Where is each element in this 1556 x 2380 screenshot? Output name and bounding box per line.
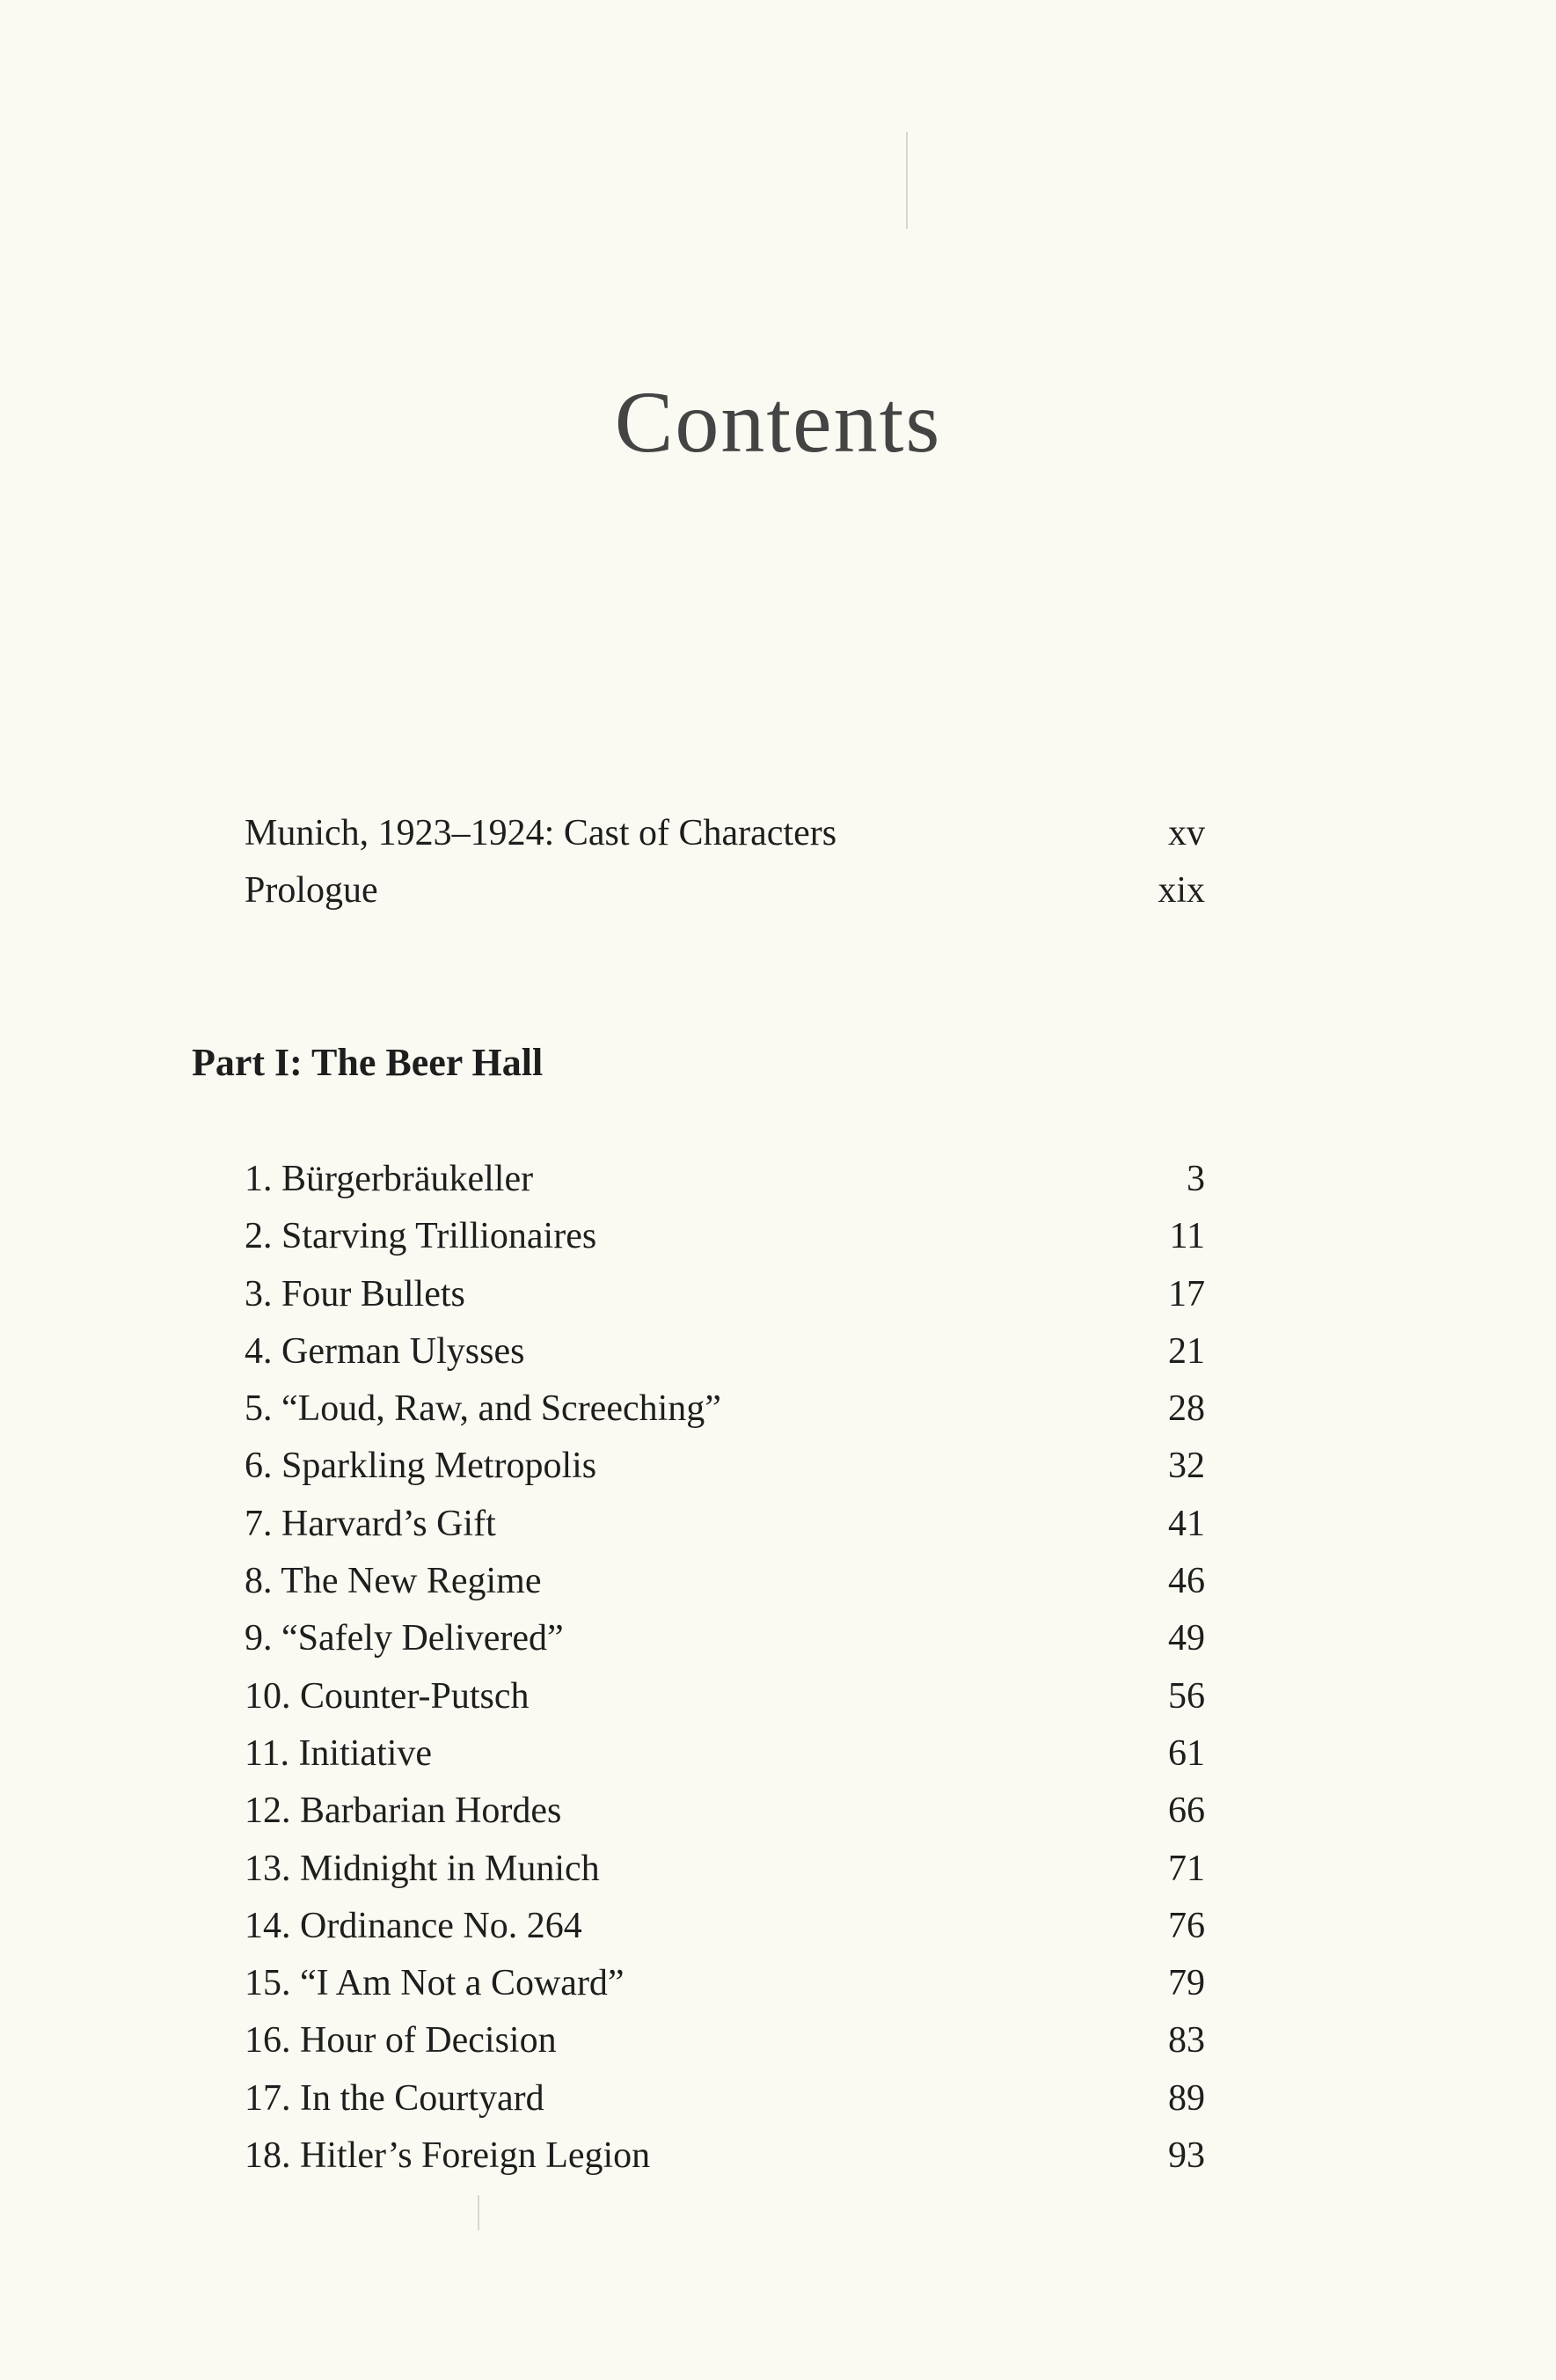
toc-entry-label: 17. In the Courtyard (245, 2077, 544, 2119)
scan-artifact-line (906, 132, 908, 229)
page-title: Contents (614, 373, 942, 471)
toc-entry-label: 13. Midnight in Munich (245, 1848, 600, 1889)
toc-entry-page: 11 (1169, 1216, 1205, 1257)
toc-entry (245, 1380, 1205, 1438)
toc-entry-label: 4. German Ulysses (245, 1330, 525, 1372)
toc-entry (245, 1496, 1205, 1553)
toc-entry-label: Munich, 1923–1924: Cast of Characters (245, 813, 837, 853)
toc-entry-page: 61 (1168, 1732, 1205, 1774)
toc-entry (245, 1783, 1205, 1840)
toc-entry-label: 15. “I Am Not a Coward” (245, 1963, 625, 2004)
toc-entry-page: 83 (1168, 2020, 1205, 2061)
chapter-list (245, 1151, 1205, 2185)
toc-entry (245, 1553, 1205, 1610)
toc-entry (245, 1841, 1205, 1898)
toc-entry-page: 89 (1168, 2077, 1205, 2119)
scan-artifact-line (478, 2195, 479, 2230)
toc-entry-label: 10. Counter-Putsch (245, 1675, 530, 1717)
toc-entry (245, 1898, 1205, 1955)
toc-entry-label: 5. “Loud, Raw, and Screeching” (245, 1388, 721, 1430)
toc-entry-page: 71 (1168, 1848, 1205, 1889)
toc-entry-page: 46 (1168, 1561, 1205, 1602)
toc-entry (245, 2127, 1205, 2185)
toc-entry-label: 12. Barbarian Hordes (245, 1790, 562, 1832)
toc-entry-label: 18. Hitler’s Foreign Legion (245, 2135, 651, 2177)
toc-entry (245, 1725, 1205, 1783)
toc-entry (245, 2070, 1205, 2127)
toc-entry-label: 11. Initiative (245, 1732, 433, 1774)
toc-entry-label: 8. The New Regime (245, 1561, 542, 1602)
part-heading: Part I: The Beer Hall (192, 1041, 544, 1084)
toc-entry-label: 6. Sparkling Metropolis (245, 1446, 597, 1487)
toc-entry (245, 1208, 1205, 1265)
front-matter-list (245, 805, 1205, 919)
toc-entry-page: 76 (1168, 1905, 1205, 1946)
toc-entry (245, 1438, 1205, 1495)
toc-entry (245, 1610, 1205, 1667)
toc-entry-page: 3 (1187, 1159, 1205, 1199)
toc-entry (245, 1151, 1205, 1208)
toc-entry-page: 17 (1168, 1273, 1205, 1314)
toc-entry-label: Prologue (245, 870, 378, 911)
toc-entry-label: 2. Starving Trillionaires (245, 1216, 597, 1257)
toc-entry-page: 41 (1168, 1503, 1205, 1544)
toc-entry-page: 32 (1168, 1446, 1205, 1487)
toc-entry (245, 1955, 1205, 2012)
toc-entry-label: 14. Ordinance No. 264 (245, 1905, 582, 1946)
toc-entry-page: xix (1158, 870, 1205, 911)
toc-entry (245, 1323, 1205, 1380)
toc-entry-label: 9. “Safely Delivered” (245, 1618, 564, 1659)
toc-entry-page: 28 (1168, 1388, 1205, 1430)
toc-entry-label: 3. Four Bullets (245, 1273, 465, 1314)
toc-entry (245, 1668, 1205, 1725)
toc-entry (245, 2012, 1205, 2069)
toc-entry-page: 21 (1168, 1330, 1205, 1372)
toc-entry-label: 1. Bürgerbräukeller (245, 1159, 534, 1199)
toc-entry-label: 16. Hour of Decision (245, 2020, 557, 2061)
toc-entry-page: 56 (1168, 1675, 1205, 1717)
toc-entry-page: 79 (1168, 1963, 1205, 2004)
toc-entry-page: 49 (1168, 1618, 1205, 1659)
toc-entry (245, 862, 1205, 919)
toc-entry-label: 7. Harvard’s Gift (245, 1503, 496, 1544)
toc-entry-page: xv (1168, 813, 1205, 853)
toc-entry-page: 66 (1168, 1790, 1205, 1832)
toc-entry (245, 805, 1205, 862)
toc-entry (245, 1266, 1205, 1323)
toc-entry-page: 93 (1168, 2135, 1205, 2177)
